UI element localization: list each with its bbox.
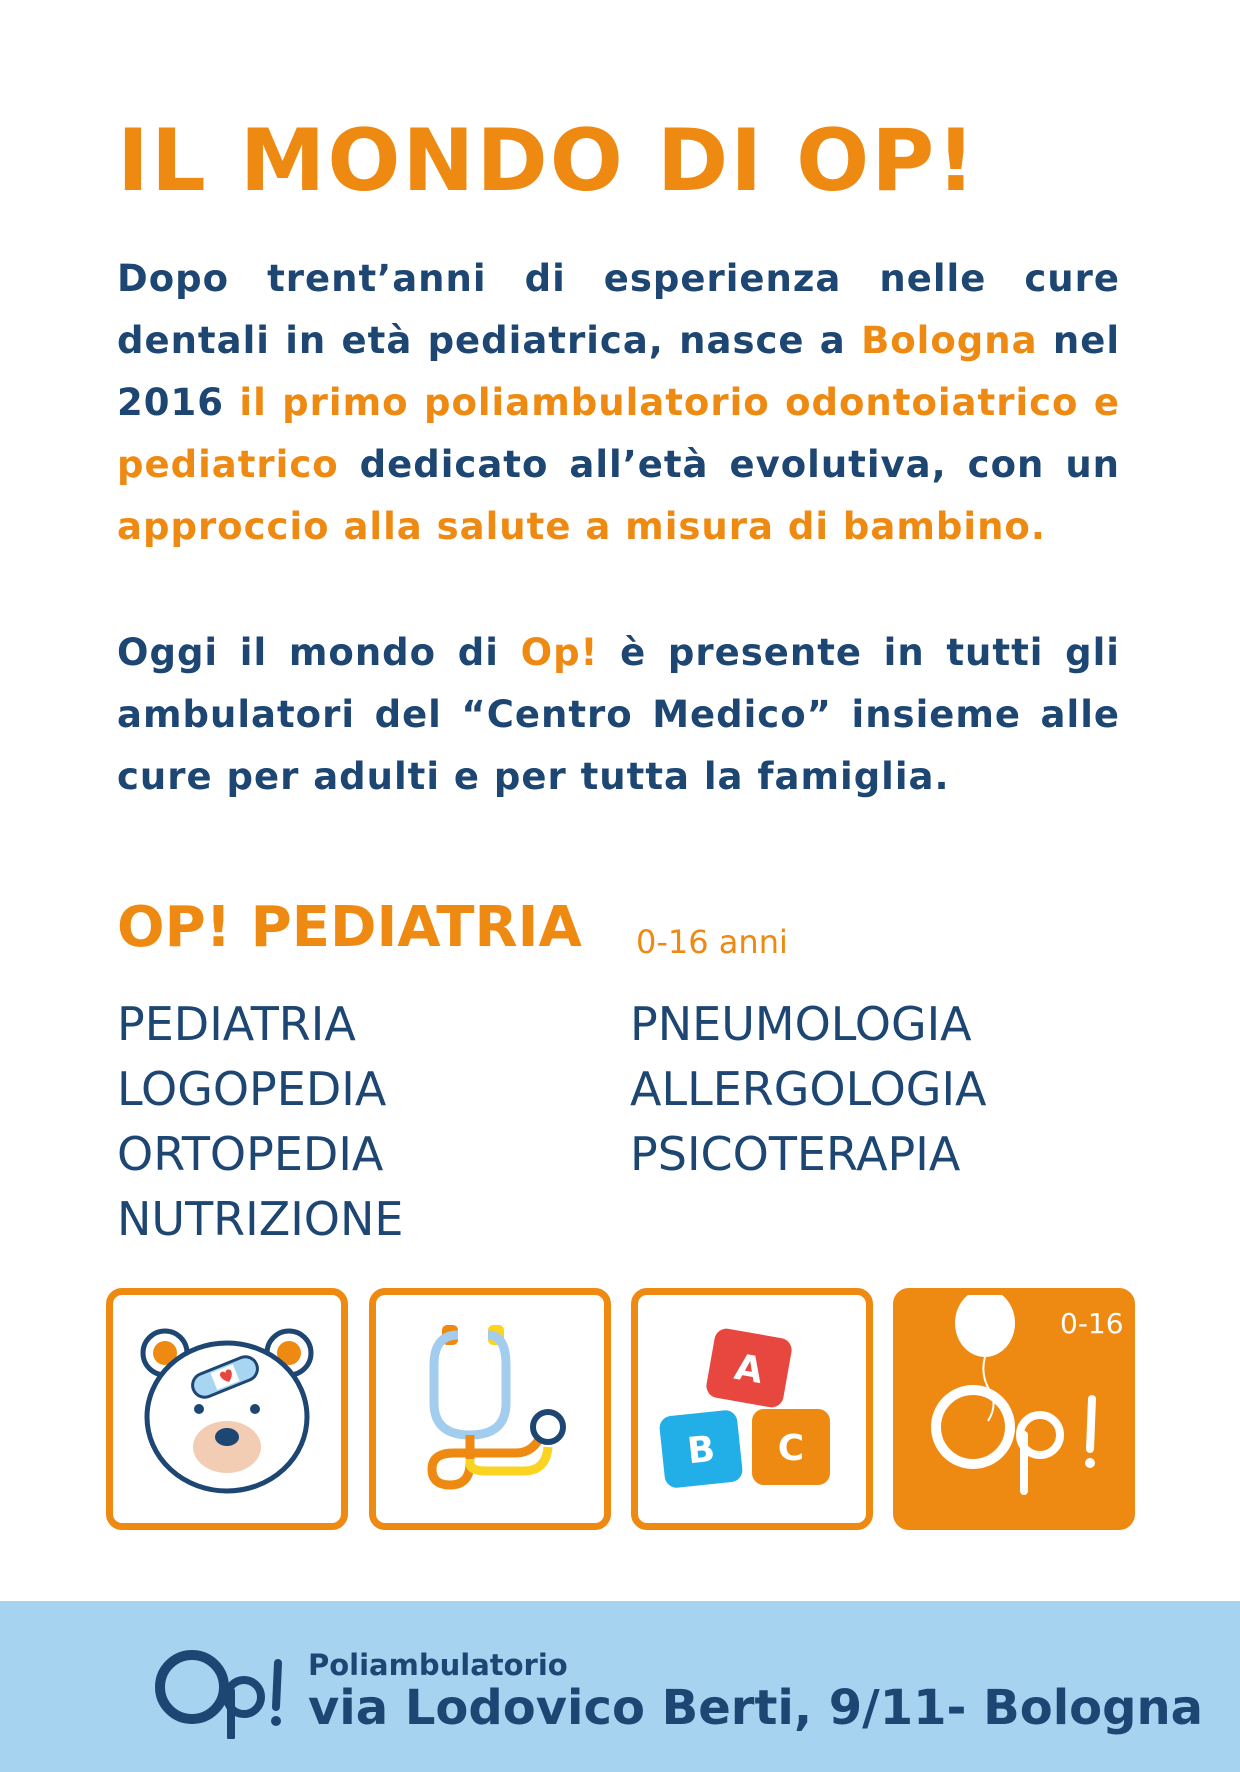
stethoscope-tile	[369, 1288, 611, 1530]
service-item: PNEUMOLOGIA	[630, 997, 972, 1051]
service-item: PEDIATRIA	[117, 997, 356, 1051]
services-list-right	[630, 992, 986, 1187]
service-item: LOGOPEDIA	[117, 1062, 387, 1116]
block-c-letter: C	[777, 1428, 805, 1469]
block-a-letter: A	[731, 1346, 767, 1393]
service-item: PSICOTERAPIA	[630, 1127, 961, 1181]
presence-highlight-op: Op!	[520, 631, 599, 674]
service-item: ALLERGOLOGIA	[630, 1062, 987, 1116]
abc-blocks-icon	[638, 1295, 866, 1523]
service-item: ORTOPEDIA	[117, 1127, 384, 1181]
intro-text: Dopo trent’anni di esperienza nelle cure dentali in età pediatrica, nasce a	[117, 257, 1120, 362]
intro-text: dedicato all’età evolutiva, con un	[338, 443, 1120, 486]
presence-paragraph	[117, 622, 1120, 808]
footer-op-logo	[152, 1635, 292, 1739]
op-balloon-logo	[900, 1295, 1128, 1523]
services-list-left	[117, 992, 403, 1252]
intro-highlight-city: Bologna	[861, 319, 1038, 362]
page-title: IL MONDO DI OP!	[117, 111, 978, 211]
presence-text: è presente in tutti gli ambulatori del “Centro Medico” insieme alle cure per adulti e per tutta la famiglia.	[117, 631, 1120, 798]
teddy-bear-icon	[113, 1295, 341, 1523]
intro-text: nel 2016	[117, 319, 1120, 424]
block-b-letter: B	[685, 1428, 717, 1473]
op-logo-tile	[893, 1288, 1135, 1530]
intro-paragraph	[117, 248, 1120, 558]
abc-blocks-tile	[631, 1288, 873, 1530]
age-badge: 0-16	[1060, 1307, 1124, 1340]
footer-label: Poliambulatorio	[308, 1648, 568, 1682]
service-item: NUTRIZIONE	[117, 1192, 404, 1246]
presence-text: Oggi il mondo di	[117, 631, 521, 674]
section-age-range: 0-16 anni	[636, 923, 788, 961]
footer-address: via Lodovico Berti, 9/11- Bologna	[308, 1680, 1204, 1736]
intro-highlight-first: il primo poliambulatorio odontoiatrico e pediatrico	[117, 381, 1120, 486]
intro-highlight-approach: approccio alla salute a misura di bambino.	[117, 505, 1046, 548]
section-title: OP! PEDIATRIA	[117, 895, 582, 960]
footer-bar	[0, 1601, 1240, 1772]
teddy-bear-tile	[106, 1288, 348, 1530]
stethoscope-icon	[376, 1295, 604, 1523]
